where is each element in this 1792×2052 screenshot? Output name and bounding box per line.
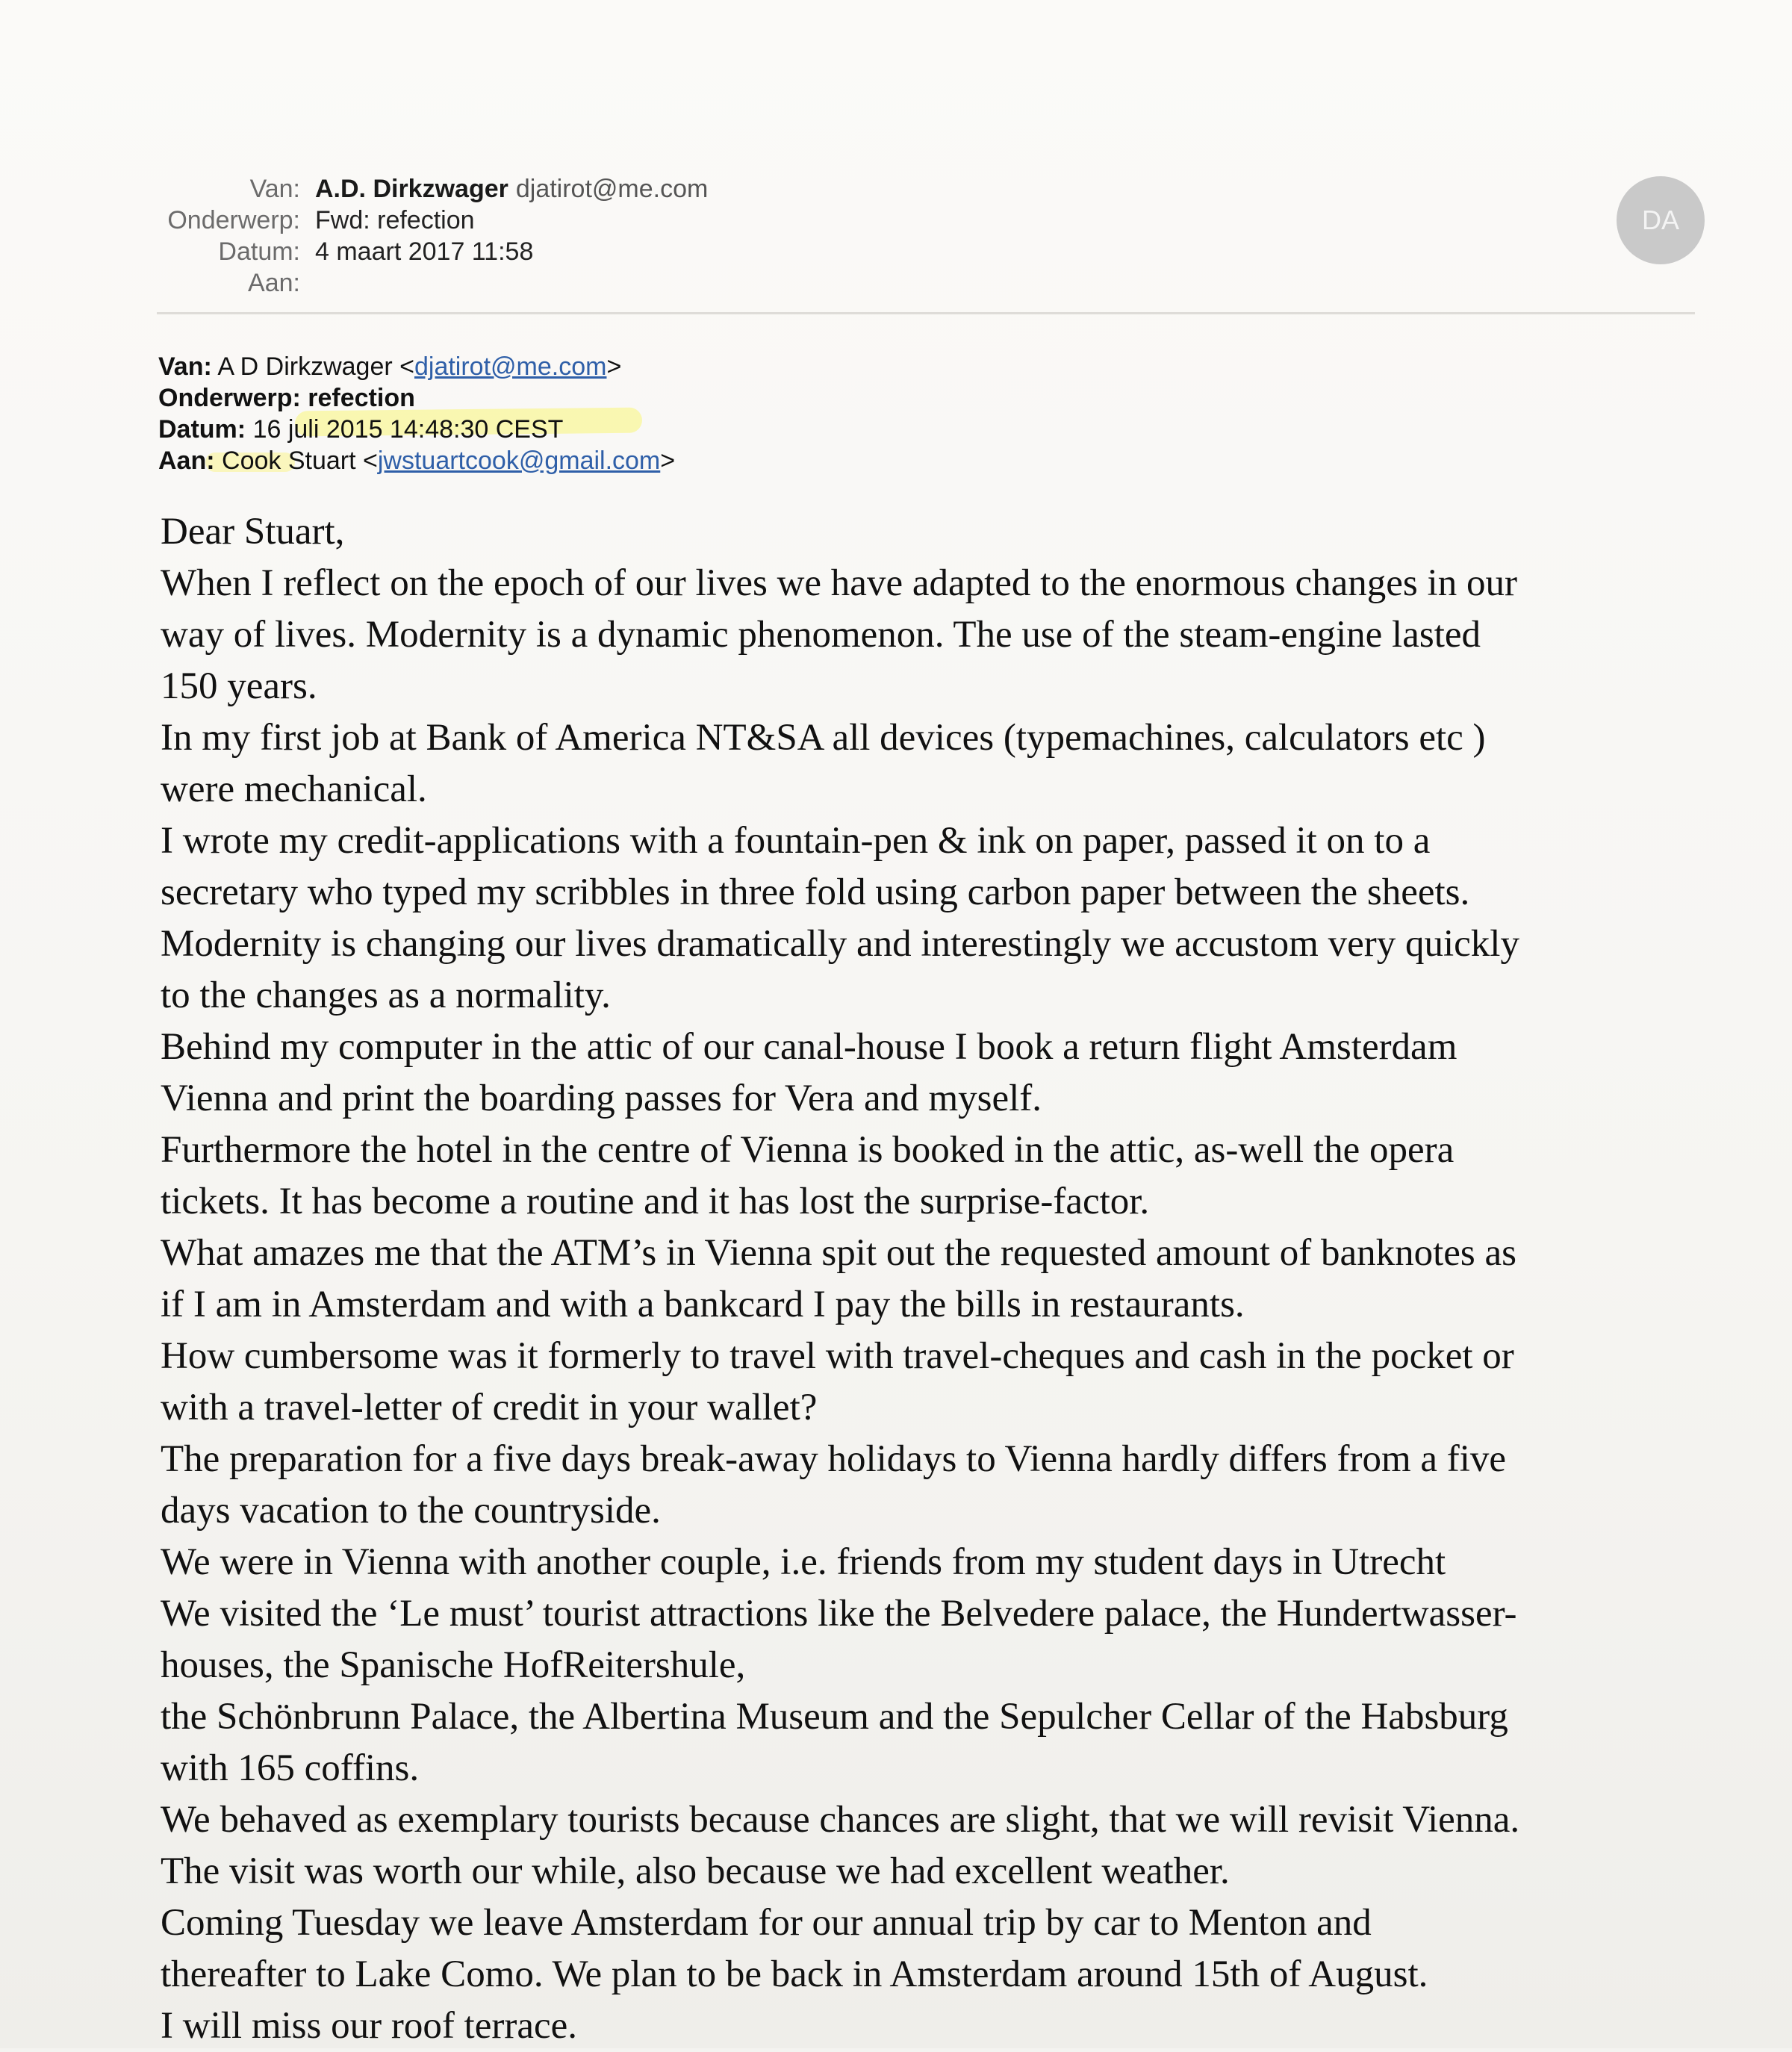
- header-subject-value: Fwd: refection: [315, 206, 475, 234]
- fwd-date-label: Datum:: [158, 415, 246, 444]
- header-subject-label: Onderwerp:: [167, 206, 300, 234]
- avatar: DA: [1617, 176, 1705, 264]
- fwd-subject-value: refection: [308, 384, 415, 412]
- letter-line: the Schönbrunn Palace, the Albertina Museum and the Sepulcher Cellar of the Habsburg: [161, 1696, 1508, 1738]
- fwd-to-name: Cook Stuart <: [222, 447, 378, 475]
- fwd-to-label: Aan:: [158, 447, 215, 475]
- letter-line: way of lives. Modernity is a dynamic phenomenon. The use of the steam-engine lasted: [161, 614, 1481, 656]
- letter-line: to the changes as a normality.: [161, 974, 611, 1016]
- letter-line: 150 years.: [161, 665, 317, 707]
- fwd-from-email-link[interactable]: djatirot@me.com: [414, 352, 607, 381]
- fwd-to-email-link[interactable]: jwstuartcook@gmail.com: [377, 447, 661, 475]
- letter-line: We were in Vienna with another couple, i.e. friends from my student days in Utrecht: [161, 1541, 1446, 1583]
- forwarded-header: [158, 351, 675, 476]
- letter-line: thereafter to Lake Como. We plan to be back in Amsterdam around 15th of August.: [161, 1953, 1428, 1995]
- letter-line: with a travel-letter of credit in your wallet?: [161, 1387, 818, 1428]
- letter-line: Behind my computer in the attic of our canal-house I book a return flight Amsterdam: [161, 1026, 1457, 1068]
- letter-line: Dear Stuart,: [161, 511, 345, 553]
- header-subject-row: [112, 205, 1695, 236]
- letter-line: if I am in Amsterdam and with a bankcard I pay the bills in restaurants.: [161, 1284, 1245, 1325]
- letter-line: tickets. It has become a routine and it has lost the surprise-factor.: [161, 1181, 1150, 1222]
- fwd-from-label: Van:: [158, 352, 212, 381]
- header-date-value: 4 maart 2017 11:58: [315, 237, 534, 266]
- sender-email: djatirot@me.com: [515, 175, 709, 203]
- header-from-label: Van:: [249, 175, 300, 203]
- letter-body: [161, 506, 1714, 2052]
- letter-line: The visit was worth our while, also because we had excellent weather.: [161, 1850, 1230, 1892]
- letter-line: In my first job at Bank of America NT&SA all devices (typemachines, calculators etc ): [161, 717, 1486, 759]
- header-from-row: [112, 173, 1695, 205]
- letter-line: houses, the Spanische HofReitershule,: [161, 1644, 746, 1686]
- letter-line: How cumbersome was it formerly to travel with travel-cheques and cash in the pocket or: [161, 1335, 1514, 1377]
- fwd-date-value: 16 juli 2015 14:48:30 CEST: [252, 415, 564, 444]
- fwd-subject-row: [158, 382, 675, 414]
- letter-line: Modernity is changing our lives dramatically and interestingly we accustom very quickly: [161, 923, 1519, 965]
- mail-header: [112, 173, 1695, 299]
- header-from-value: [315, 173, 708, 205]
- fwd-date-row: [158, 414, 675, 445]
- letter-line: I wrote my credit-applications with a fountain-pen & ink on paper, passed it on to a: [161, 820, 1431, 862]
- sender-name: A.D. Dirkzwager: [315, 175, 508, 203]
- header-divider: [157, 312, 1695, 314]
- letter-line: were mechanical.: [161, 768, 427, 810]
- fwd-from-name: A D Dirkzwager <: [217, 352, 414, 381]
- letter-line: I will miss our roof terrace.: [161, 2005, 577, 2047]
- letter-line: When I reflect on the epoch of our lives we have adapted to the enormous changes in our: [161, 562, 1517, 604]
- fwd-to-close: >: [660, 447, 676, 475]
- letter-line: Coming Tuesday we leave Amsterdam for our annual trip by car to Menton and: [161, 1902, 1372, 1944]
- letter-line: secretary who typed my scribbles in three fold using carbon paper between the sheets.: [161, 871, 1470, 913]
- letter-line: What amazes me that the ATM’s in Vienna spit out the requested amount of banknotes as: [161, 1232, 1516, 1274]
- header-to-row: [112, 267, 1695, 299]
- fwd-from-close: >: [606, 352, 622, 381]
- letter-line: Furthermore the hotel in the centre of Vienna is booked in the attic, as-well the opera: [161, 1129, 1455, 1171]
- letter-line: The preparation for a five days break-away holidays to Vienna hardly differs from a five: [161, 1438, 1507, 1480]
- header-to-label: Aan:: [248, 269, 300, 297]
- header-date-row: [112, 236, 1695, 267]
- letter-line: Vienna and print the boarding passes for Vera and myself.: [161, 1078, 1042, 1119]
- letter-line: days vacation to the countryside.: [161, 1490, 661, 1532]
- header-date-label: Datum:: [218, 237, 300, 266]
- letter-line: with 165 coffins.: [161, 1747, 420, 1789]
- letter-line: We visited the ‘Le must’ tourist attractions like the Belvedere palace, the Hundertwasser-: [161, 1593, 1517, 1635]
- fwd-from-row: [158, 351, 675, 382]
- letter-line: We behaved as exemplary tourists because chances are slight, that we will revisit Vienna.: [161, 1799, 1520, 1841]
- fwd-subject-label: Onderwerp:: [158, 384, 301, 412]
- fwd-to-row: [158, 445, 675, 476]
